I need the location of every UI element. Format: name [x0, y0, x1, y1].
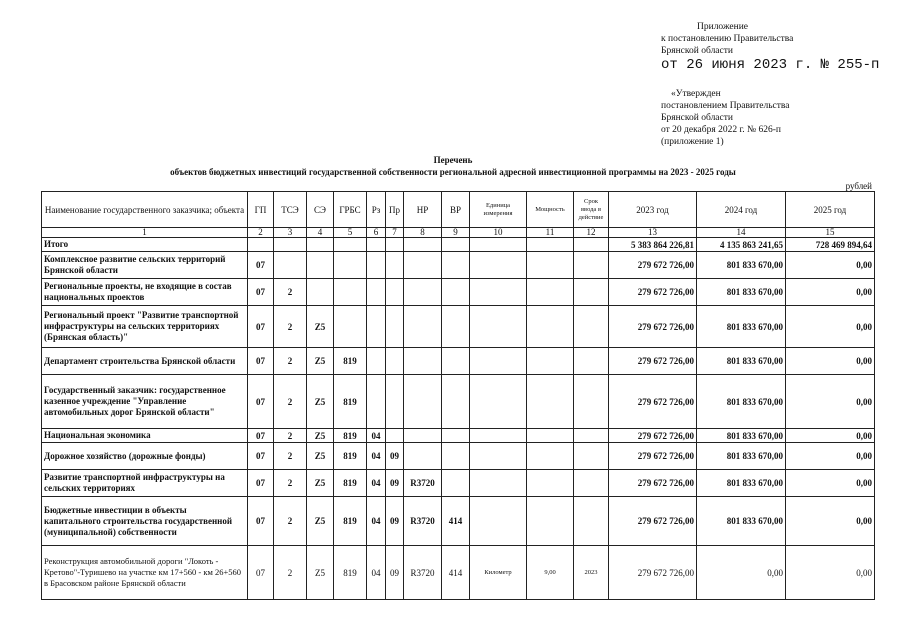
row-gp: 07 — [248, 497, 274, 546]
row-amount-2023: 279 672 726,00 — [609, 348, 697, 375]
appendix-block — [661, 21, 879, 73]
row-vr — [442, 348, 470, 375]
row-amount-2023: 279 672 726,00 — [609, 546, 697, 600]
approved-block — [661, 88, 789, 148]
row-amount-2025: 0,00 — [786, 443, 875, 470]
row-pr: 09 — [386, 546, 404, 600]
row-rz: 04 — [367, 497, 386, 546]
row-amount-2023: 279 672 726,00 — [609, 470, 697, 497]
row-amount-2023: 279 672 726,00 — [609, 252, 697, 279]
row-grbs: 819 — [334, 429, 367, 443]
row-grbs: 819 — [334, 348, 367, 375]
col-header-2025: 2025 год — [786, 192, 875, 228]
col-header-grbs: ГРБС — [334, 192, 367, 228]
table-row — [42, 238, 875, 252]
row-name: Дорожное хозяйство (дорожные фонды) — [42, 443, 248, 470]
row-nr — [404, 238, 442, 252]
row-amount-2023: 5 383 864 226,81 — [609, 238, 697, 252]
row-se — [307, 238, 334, 252]
row-amount-2024: 801 833 670,00 — [697, 252, 786, 279]
col-header-capacity: Мощность — [527, 192, 574, 228]
row-se: Z5 — [307, 306, 334, 348]
row-capacity — [527, 279, 574, 306]
table-row — [42, 348, 875, 375]
row-gp — [248, 238, 274, 252]
row-amount-2023: 279 672 726,00 — [609, 306, 697, 348]
row-grbs: 819 — [334, 443, 367, 470]
col-number: 6 — [367, 228, 386, 238]
row-capacity — [527, 306, 574, 348]
col-number: 8 — [404, 228, 442, 238]
row-capacity — [527, 470, 574, 497]
row-vr — [442, 429, 470, 443]
header-row — [42, 192, 875, 228]
row-amount-2024: 801 833 670,00 — [697, 429, 786, 443]
row-amount-2024: 801 833 670,00 — [697, 443, 786, 470]
row-tse: 2 — [274, 306, 307, 348]
row-unit — [470, 252, 527, 279]
table-body — [42, 238, 875, 600]
col-number: 10 — [470, 228, 527, 238]
row-name: Национальная экономика — [42, 429, 248, 443]
row-vr: 414 — [442, 497, 470, 546]
row-unit: Километр — [470, 546, 527, 600]
row-nr — [404, 375, 442, 429]
row-capacity — [527, 443, 574, 470]
row-pr — [386, 238, 404, 252]
row-unit — [470, 306, 527, 348]
row-amount-2024: 801 833 670,00 — [697, 375, 786, 429]
approved-line-3: Брянской области — [661, 113, 733, 123]
row-capacity — [527, 497, 574, 546]
row-name: Департамент строительства Брянской области — [42, 348, 248, 375]
row-nr: R3720 — [404, 497, 442, 546]
row-rz: 04 — [367, 443, 386, 470]
row-gp: 07 — [248, 306, 274, 348]
row-pr: 09 — [386, 497, 404, 546]
row-amount-2023: 279 672 726,00 — [609, 375, 697, 429]
row-tse: 2 — [274, 546, 307, 600]
col-header-tse: ТСЭ — [274, 192, 307, 228]
row-grbs: 819 — [334, 375, 367, 429]
col-header-vr: ВР — [442, 192, 470, 228]
row-tse: 2 — [274, 443, 307, 470]
row-amount-2025: 0,00 — [786, 252, 875, 279]
row-unit — [470, 279, 527, 306]
col-number: 2 — [248, 228, 274, 238]
row-rz — [367, 375, 386, 429]
row-amount-2024: 4 135 863 241,65 — [697, 238, 786, 252]
row-rz — [367, 238, 386, 252]
row-gp: 07 — [248, 429, 274, 443]
row-term: 2023 — [574, 546, 609, 600]
row-vr — [442, 375, 470, 429]
row-gp: 07 — [248, 443, 274, 470]
row-pr — [386, 375, 404, 429]
row-grbs: 819 — [334, 497, 367, 546]
row-unit — [470, 470, 527, 497]
row-rz: 04 — [367, 546, 386, 600]
row-amount-2025: 0,00 — [786, 375, 875, 429]
appendix-line-3: Брянской области — [661, 46, 733, 56]
col-number: 14 — [697, 228, 786, 238]
row-name: Комплексное развитие сельских территорий Брянской области — [42, 252, 248, 279]
row-term — [574, 252, 609, 279]
row-rz — [367, 252, 386, 279]
row-tse: 2 — [274, 429, 307, 443]
row-grbs: 819 — [334, 470, 367, 497]
row-nr — [404, 443, 442, 470]
row-se: Z5 — [307, 470, 334, 497]
row-pr: 09 — [386, 470, 404, 497]
table-row — [42, 252, 875, 279]
row-rz: 04 — [367, 470, 386, 497]
col-header-term: Срок ввода в действие — [574, 192, 609, 228]
approved-line-1: «Утвержден — [671, 89, 721, 99]
col-number: 7 — [386, 228, 404, 238]
col-header-nr: НР — [404, 192, 442, 228]
row-amount-2025: 0,00 — [786, 470, 875, 497]
row-term — [574, 443, 609, 470]
col-number: 5 — [334, 228, 367, 238]
row-nr — [404, 279, 442, 306]
row-amount-2023: 279 672 726,00 — [609, 279, 697, 306]
row-amount-2024: 801 833 670,00 — [697, 497, 786, 546]
row-amount-2025: 0,00 — [786, 348, 875, 375]
row-capacity — [527, 348, 574, 375]
table-row — [42, 443, 875, 470]
row-term — [574, 279, 609, 306]
row-grbs — [334, 238, 367, 252]
row-amount-2024: 801 833 670,00 — [697, 306, 786, 348]
col-header-2023: 2023 год — [609, 192, 697, 228]
row-amount-2025: 0,00 — [786, 546, 875, 600]
row-tse: 2 — [274, 348, 307, 375]
col-number: 15 — [786, 228, 875, 238]
row-grbs — [334, 252, 367, 279]
row-rz — [367, 306, 386, 348]
row-unit — [470, 497, 527, 546]
row-rz — [367, 348, 386, 375]
row-amount-2023: 279 672 726,00 — [609, 497, 697, 546]
row-gp: 07 — [248, 375, 274, 429]
table-row — [42, 306, 875, 348]
row-se — [307, 252, 334, 279]
row-tse: 2 — [274, 497, 307, 546]
col-header-2024: 2024 год — [697, 192, 786, 228]
row-amount-2023: 279 672 726,00 — [609, 443, 697, 470]
row-term — [574, 470, 609, 497]
row-amount-2025: 0,00 — [786, 279, 875, 306]
col-number: 9 — [442, 228, 470, 238]
row-name: Региональный проект "Развитие транспортной инфраструктуры на сельских территориях (Брянская область)" — [42, 306, 248, 348]
row-amount-2023: 279 672 726,00 — [609, 429, 697, 443]
row-tse — [274, 238, 307, 252]
document-subtitle: объектов бюджетных инвестиций государственной собственности региональной адресной инвестиционной программы на 2023 - 2025 годы — [170, 167, 736, 177]
row-se: Z5 — [307, 375, 334, 429]
table-row — [42, 429, 875, 443]
row-gp: 07 — [248, 252, 274, 279]
row-pr: 09 — [386, 443, 404, 470]
row-term — [574, 306, 609, 348]
row-amount-2025: 728 469 894,64 — [786, 238, 875, 252]
row-capacity — [527, 238, 574, 252]
col-number: 4 — [307, 228, 334, 238]
document-title: Перечень — [433, 155, 473, 165]
table-row — [42, 279, 875, 306]
row-tse: 2 — [274, 375, 307, 429]
row-nr — [404, 252, 442, 279]
approved-line-5: (приложение 1) — [661, 137, 724, 147]
row-amount-2025: 0,00 — [786, 306, 875, 348]
row-gp: 07 — [248, 279, 274, 306]
row-gp: 07 — [248, 470, 274, 497]
row-vr — [442, 306, 470, 348]
row-pr — [386, 348, 404, 375]
row-nr: R3720 — [404, 546, 442, 600]
row-unit — [470, 375, 527, 429]
row-unit — [470, 348, 527, 375]
appendix-date: от 26 июня 2023 г. № 255-п — [661, 57, 880, 73]
row-name: Региональные проекты, не входящие в состав национальных проектов — [42, 279, 248, 306]
row-nr — [404, 306, 442, 348]
row-unit — [470, 443, 527, 470]
row-term — [574, 238, 609, 252]
row-se: Z5 — [307, 497, 334, 546]
table-row — [42, 497, 875, 546]
row-name: Итого — [42, 238, 248, 252]
row-term — [574, 429, 609, 443]
row-vr: 414 — [442, 546, 470, 600]
row-nr — [404, 429, 442, 443]
row-amount-2024: 801 833 670,00 — [697, 279, 786, 306]
column-number-row — [42, 228, 875, 238]
row-tse — [274, 252, 307, 279]
row-tse: 2 — [274, 279, 307, 306]
row-se: Z5 — [307, 546, 334, 600]
row-rz — [367, 279, 386, 306]
col-header-name: Наименование государственного заказчика; объекта — [42, 192, 248, 228]
row-term — [574, 375, 609, 429]
row-grbs — [334, 279, 367, 306]
row-capacity — [527, 375, 574, 429]
row-se: Z5 — [307, 443, 334, 470]
approved-line-4: от 20 декабря 2022 г. № 626-п — [661, 125, 781, 135]
row-amount-2024: 801 833 670,00 — [697, 348, 786, 375]
row-se — [307, 279, 334, 306]
row-grbs — [334, 306, 367, 348]
col-number: 3 — [274, 228, 307, 238]
row-name: Реконструкция автомобильной дороги "Локоть - Кретово"-Туришево на участке км 17+560 - км 26+560 в Брасовском районе Брянской области — [42, 546, 248, 600]
row-vr — [442, 470, 470, 497]
col-header-se: СЭ — [307, 192, 334, 228]
row-nr — [404, 348, 442, 375]
col-header-rz: Рз — [367, 192, 386, 228]
row-amount-2024: 801 833 670,00 — [697, 470, 786, 497]
row-pr — [386, 279, 404, 306]
row-capacity: 9,00 — [527, 546, 574, 600]
col-number: 13 — [609, 228, 697, 238]
col-number: 1 — [42, 228, 248, 238]
row-capacity — [527, 429, 574, 443]
row-nr: R3720 — [404, 470, 442, 497]
row-pr — [386, 306, 404, 348]
row-se: Z5 — [307, 429, 334, 443]
row-pr — [386, 252, 404, 279]
col-header-pr: Пр — [386, 192, 404, 228]
appendix-line-1: Приложение — [697, 22, 748, 32]
col-number: 11 — [527, 228, 574, 238]
col-number: 12 — [574, 228, 609, 238]
table-row — [42, 546, 875, 600]
row-tse: 2 — [274, 470, 307, 497]
investment-table — [41, 191, 875, 600]
row-term — [574, 497, 609, 546]
row-amount-2025: 0,00 — [786, 429, 875, 443]
row-term — [574, 348, 609, 375]
row-grbs: 819 — [334, 546, 367, 600]
table-row — [42, 375, 875, 429]
row-unit — [470, 429, 527, 443]
row-gp: 07 — [248, 546, 274, 600]
row-name: Государственный заказчик: государственное казенное учреждение "Управление автомобильных дорог Брянской области" — [42, 375, 248, 429]
units-label: рублей — [845, 181, 872, 191]
row-vr — [442, 252, 470, 279]
row-amount-2025: 0,00 — [786, 497, 875, 546]
row-capacity — [527, 252, 574, 279]
row-se: Z5 — [307, 348, 334, 375]
col-header-unit: Единица измерения — [470, 192, 527, 228]
row-vr — [442, 279, 470, 306]
row-vr — [442, 443, 470, 470]
row-name: Развитие транспортной инфраструктуры на сельских территориях — [42, 470, 248, 497]
appendix-line-2: к постановлению Правительства — [661, 34, 794, 44]
row-vr — [442, 238, 470, 252]
row-amount-2024: 0,00 — [697, 546, 786, 600]
row-name: Бюджетные инвестиции в объекты капитального строительства государственной (муниципальной) собственности — [42, 497, 248, 546]
table-row — [42, 470, 875, 497]
row-pr — [386, 429, 404, 443]
approved-line-2: постановлением Правительства — [661, 101, 790, 111]
row-rz: 04 — [367, 429, 386, 443]
row-unit — [470, 238, 527, 252]
row-gp: 07 — [248, 348, 274, 375]
col-header-gp: ГП — [248, 192, 274, 228]
